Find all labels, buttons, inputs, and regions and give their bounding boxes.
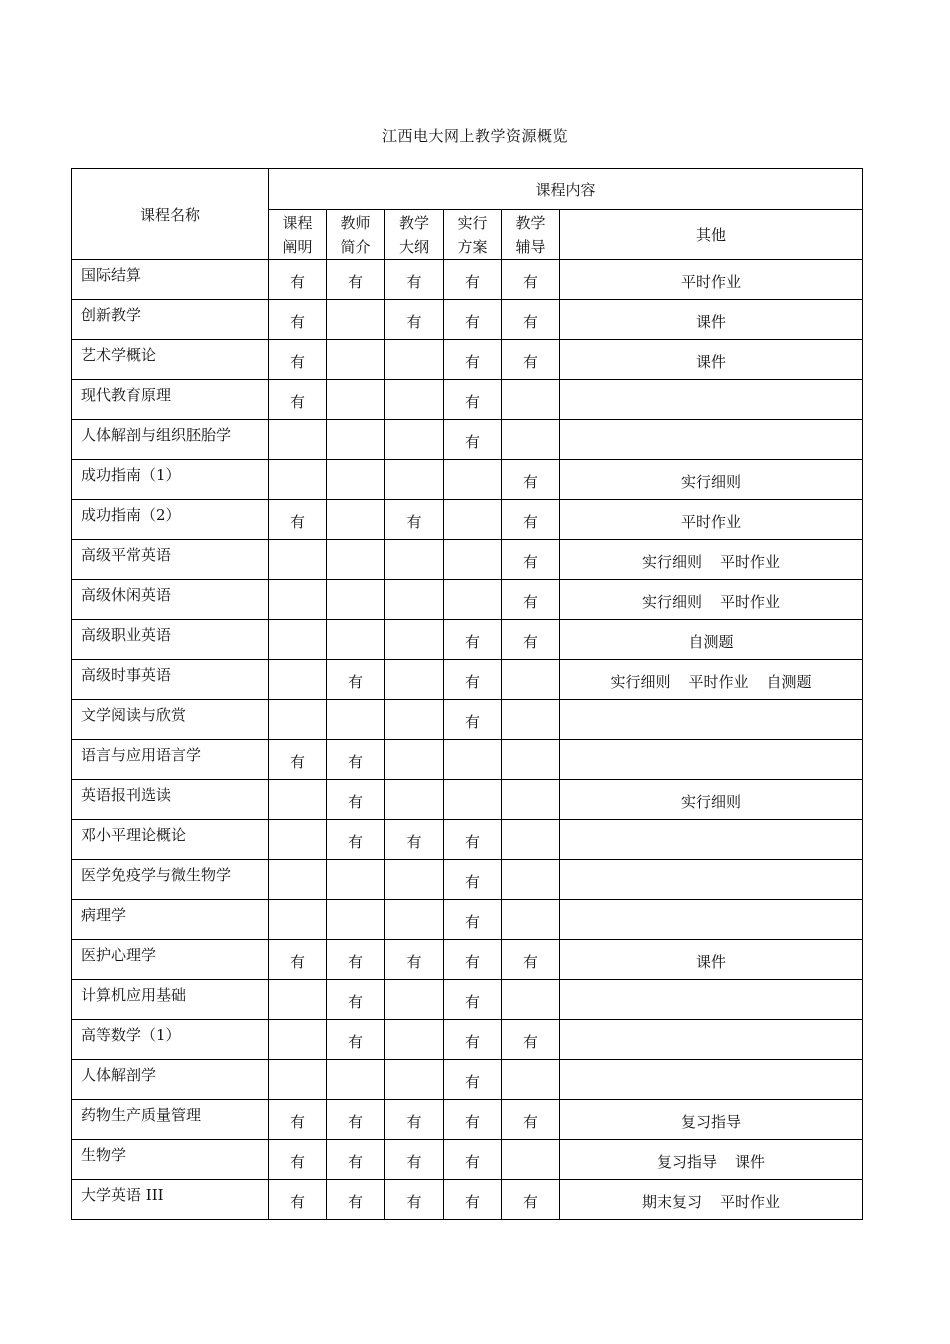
availability-cell: 有	[444, 820, 502, 860]
availability-cell: 有	[502, 1020, 560, 1060]
table-row	[72, 1180, 863, 1220]
other-resource-item: 复习指导	[681, 1113, 742, 1131]
availability-cell	[385, 540, 444, 580]
availability-cell: 有	[502, 300, 560, 340]
course-name: 医学免疫学与微生物学	[72, 860, 269, 900]
availability-cell	[327, 700, 385, 740]
availability-cell	[444, 780, 502, 820]
availability-cell	[385, 860, 444, 900]
other-resources	[560, 1180, 863, 1220]
availability-cell: 有	[327, 820, 385, 860]
availability-cell	[385, 700, 444, 740]
availability-cell	[502, 700, 560, 740]
table-row	[72, 820, 863, 860]
other-resources	[560, 340, 863, 380]
other-resource-item: 实行细则	[610, 673, 671, 691]
availability-cell	[269, 580, 327, 620]
other-resources	[560, 1140, 863, 1180]
other-resource-item: 课件	[696, 953, 727, 971]
course-name: 现代教育原理	[72, 380, 269, 420]
availability-cell: 有	[444, 1020, 502, 1060]
availability-cell: 有	[444, 980, 502, 1020]
other-resource-item: 课件	[696, 353, 727, 371]
availability-cell	[444, 540, 502, 580]
availability-cell: 有	[327, 980, 385, 1020]
other-resources	[560, 940, 863, 980]
availability-cell	[269, 980, 327, 1020]
other-resources	[560, 740, 863, 780]
availability-cell: 有	[385, 1180, 444, 1220]
availability-cell	[327, 540, 385, 580]
availability-cell: 有	[444, 260, 502, 300]
header-course-content: 课程内容	[269, 169, 863, 210]
availability-cell: 有	[444, 620, 502, 660]
table-row	[72, 500, 863, 540]
column-header: 教学 辅导	[502, 210, 560, 260]
availability-cell	[269, 860, 327, 900]
availability-cell	[444, 500, 502, 540]
availability-cell	[385, 740, 444, 780]
availability-cell: 有	[444, 900, 502, 940]
course-name: 文学阅读与欣赏	[72, 700, 269, 740]
availability-cell	[502, 740, 560, 780]
other-resources	[560, 1020, 863, 1060]
course-name: 计算机应用基础	[72, 980, 269, 1020]
course-name: 大学英语 III	[72, 1180, 269, 1220]
availability-cell	[327, 340, 385, 380]
other-resources	[560, 1100, 863, 1140]
availability-cell	[502, 820, 560, 860]
course-name: 高级平常英语	[72, 540, 269, 580]
availability-cell	[327, 580, 385, 620]
availability-cell: 有	[444, 340, 502, 380]
course-name: 高级时事英语	[72, 660, 269, 700]
other-resource-item: 平时作业	[681, 273, 742, 291]
table-row	[72, 700, 863, 740]
other-resource-item: 平时作业	[720, 593, 781, 611]
column-header: 教学 大纲	[385, 210, 444, 260]
table-row	[72, 420, 863, 460]
other-resource-item: 平时作业	[681, 513, 742, 531]
availability-cell: 有	[327, 1180, 385, 1220]
other-resource-item: 自测题	[766, 673, 812, 691]
other-resource-item: 期末复习	[642, 1193, 703, 1211]
header-course-name: 课程名称	[72, 169, 269, 260]
availability-cell	[269, 700, 327, 740]
availability-cell	[444, 580, 502, 620]
table-row	[72, 660, 863, 700]
availability-cell	[502, 420, 560, 460]
other-resources	[560, 420, 863, 460]
availability-cell: 有	[502, 260, 560, 300]
availability-cell	[502, 860, 560, 900]
availability-cell	[269, 540, 327, 580]
other-resource-item: 实行细则	[642, 593, 703, 611]
table-row	[72, 780, 863, 820]
availability-cell: 有	[385, 260, 444, 300]
availability-cell: 有	[269, 1180, 327, 1220]
availability-cell	[327, 500, 385, 540]
availability-cell	[269, 1060, 327, 1100]
table-row	[72, 340, 863, 380]
availability-cell: 有	[327, 1100, 385, 1140]
course-name: 药物生产质量管理	[72, 1100, 269, 1140]
availability-cell	[385, 900, 444, 940]
other-resources	[560, 380, 863, 420]
other-resource-item: 自测题	[688, 633, 734, 651]
availability-cell: 有	[444, 380, 502, 420]
availability-cell: 有	[327, 1140, 385, 1180]
availability-cell	[444, 460, 502, 500]
table-row	[72, 580, 863, 620]
table-row	[72, 260, 863, 300]
other-resource-item: 平时作业	[720, 1193, 781, 1211]
course-name: 高级休闲英语	[72, 580, 269, 620]
availability-cell: 有	[269, 340, 327, 380]
document-title: 江西电大网上教学资源概览	[381, 127, 568, 145]
other-resources	[560, 1060, 863, 1100]
course-name: 高级职业英语	[72, 620, 269, 660]
course-name: 高等数学（1）	[72, 1020, 269, 1060]
availability-cell	[327, 380, 385, 420]
column-header-other: 其他	[560, 210, 863, 260]
other-resource-item: 实行细则	[681, 793, 742, 811]
course-resource-table	[71, 168, 863, 1220]
availability-cell: 有	[327, 1020, 385, 1060]
availability-cell	[327, 300, 385, 340]
column-header: 课程 阐明	[269, 210, 327, 260]
availability-cell	[444, 740, 502, 780]
course-name: 语言与应用语言学	[72, 740, 269, 780]
table-row	[72, 380, 863, 420]
availability-cell: 有	[502, 500, 560, 540]
availability-cell	[385, 780, 444, 820]
availability-cell	[502, 780, 560, 820]
availability-cell: 有	[269, 300, 327, 340]
other-resources	[560, 780, 863, 820]
availability-cell: 有	[502, 620, 560, 660]
availability-cell: 有	[269, 380, 327, 420]
table-row	[72, 620, 863, 660]
availability-cell: 有	[385, 300, 444, 340]
availability-cell	[502, 1140, 560, 1180]
other-resource-item: 实行细则	[681, 473, 742, 491]
availability-cell	[502, 660, 560, 700]
other-resources	[560, 700, 863, 740]
availability-cell: 有	[444, 300, 502, 340]
other-resource-item: 实行细则	[642, 553, 703, 571]
other-resource-item: 课件	[696, 313, 727, 331]
availability-cell: 有	[444, 860, 502, 900]
other-resources	[560, 540, 863, 580]
availability-cell: 有	[327, 260, 385, 300]
course-name: 英语报刊选读	[72, 780, 269, 820]
availability-cell: 有	[385, 940, 444, 980]
availability-cell	[385, 460, 444, 500]
availability-cell	[385, 660, 444, 700]
availability-cell: 有	[444, 420, 502, 460]
table-row	[72, 540, 863, 580]
other-resources	[560, 620, 863, 660]
other-resources	[560, 300, 863, 340]
availability-cell: 有	[502, 460, 560, 500]
other-resources	[560, 500, 863, 540]
availability-cell	[502, 900, 560, 940]
other-resources	[560, 580, 863, 620]
table-row	[72, 860, 863, 900]
availability-cell	[269, 420, 327, 460]
other-resources	[560, 820, 863, 860]
course-name: 成功指南（2）	[72, 500, 269, 540]
availability-cell	[385, 580, 444, 620]
availability-cell: 有	[269, 740, 327, 780]
availability-cell: 有	[502, 940, 560, 980]
other-resource-item: 课件	[735, 1153, 766, 1171]
other-resources	[560, 260, 863, 300]
course-name: 创新教学	[72, 300, 269, 340]
availability-cell: 有	[502, 540, 560, 580]
availability-cell: 有	[502, 1100, 560, 1140]
availability-cell	[385, 380, 444, 420]
availability-cell	[269, 660, 327, 700]
availability-cell: 有	[444, 1140, 502, 1180]
table-row	[72, 1140, 863, 1180]
availability-cell: 有	[444, 940, 502, 980]
availability-cell: 有	[269, 1140, 327, 1180]
availability-cell	[327, 460, 385, 500]
other-resources	[560, 460, 863, 500]
availability-cell: 有	[502, 1180, 560, 1220]
availability-cell: 有	[444, 1180, 502, 1220]
availability-cell: 有	[269, 940, 327, 980]
table-row	[72, 940, 863, 980]
course-name: 生物学	[72, 1140, 269, 1180]
other-resources	[560, 900, 863, 940]
availability-cell	[385, 1020, 444, 1060]
course-name: 成功指南（1）	[72, 460, 269, 500]
availability-cell	[385, 620, 444, 660]
availability-cell: 有	[444, 660, 502, 700]
table-row	[72, 740, 863, 780]
course-name: 国际结算	[72, 260, 269, 300]
availability-cell	[269, 1020, 327, 1060]
availability-cell	[269, 900, 327, 940]
course-name: 病理学	[72, 900, 269, 940]
availability-cell	[269, 780, 327, 820]
table-row	[72, 300, 863, 340]
availability-cell: 有	[502, 340, 560, 380]
column-header: 教师 简介	[327, 210, 385, 260]
availability-cell: 有	[444, 1100, 502, 1140]
other-resource-item: 平时作业	[720, 553, 781, 571]
other-resources	[560, 860, 863, 900]
availability-cell	[502, 380, 560, 420]
availability-cell: 有	[385, 1100, 444, 1140]
availability-cell	[327, 620, 385, 660]
other-resource-item: 复习指导	[657, 1153, 718, 1171]
table-row	[72, 460, 863, 500]
table-row	[72, 1100, 863, 1140]
table-row	[72, 1060, 863, 1100]
table-row	[72, 900, 863, 940]
availability-cell: 有	[385, 1140, 444, 1180]
course-name: 人体解剖学	[72, 1060, 269, 1100]
availability-cell: 有	[385, 500, 444, 540]
availability-cell: 有	[269, 260, 327, 300]
other-resource-item: 平时作业	[688, 673, 749, 691]
availability-cell: 有	[269, 1100, 327, 1140]
course-name: 艺术学概论	[72, 340, 269, 380]
availability-cell	[385, 340, 444, 380]
availability-cell: 有	[327, 740, 385, 780]
availability-cell: 有	[385, 820, 444, 860]
other-resources	[560, 660, 863, 700]
availability-cell: 有	[269, 500, 327, 540]
availability-cell	[385, 1060, 444, 1100]
availability-cell	[269, 820, 327, 860]
availability-cell	[327, 1060, 385, 1100]
availability-cell	[502, 980, 560, 1020]
availability-cell: 有	[444, 700, 502, 740]
course-name: 邓小平理论概论	[72, 820, 269, 860]
availability-cell	[385, 420, 444, 460]
course-name: 人体解剖与组织胚胎学	[72, 420, 269, 460]
availability-cell: 有	[327, 780, 385, 820]
availability-cell: 有	[327, 940, 385, 980]
availability-cell	[269, 460, 327, 500]
availability-cell: 有	[444, 1060, 502, 1100]
course-name: 医护心理学	[72, 940, 269, 980]
column-header: 实行 方案	[444, 210, 502, 260]
table-row	[72, 1020, 863, 1060]
availability-cell	[327, 860, 385, 900]
availability-cell	[502, 1060, 560, 1100]
availability-cell	[385, 980, 444, 1020]
availability-cell: 有	[502, 580, 560, 620]
table-row	[72, 980, 863, 1020]
availability-cell: 有	[327, 660, 385, 700]
availability-cell	[269, 620, 327, 660]
availability-cell	[327, 900, 385, 940]
availability-cell	[327, 420, 385, 460]
other-resources	[560, 980, 863, 1020]
